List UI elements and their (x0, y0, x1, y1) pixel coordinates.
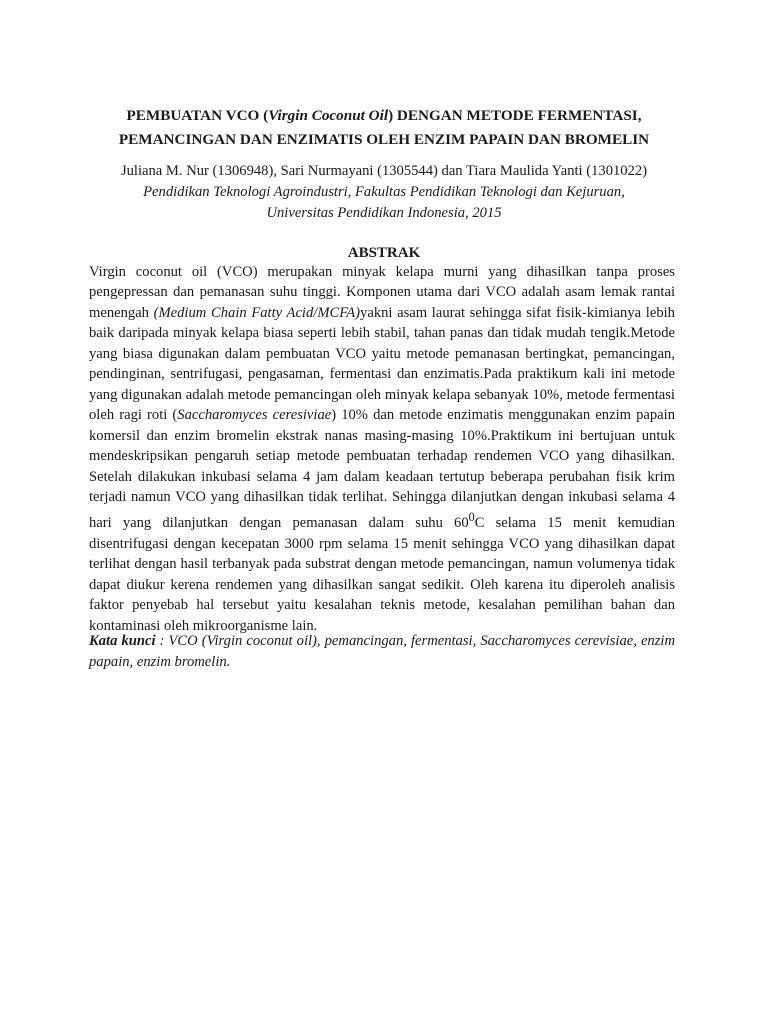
abstract-body (89, 262, 675, 636)
keywords (89, 631, 675, 672)
abstract-text-4: C selama 15 menit kemudian disentrifugasi dengan kecepatan 3000 rpm selama 15 menit sehingga VCO yang dihasilkan dapat terlihat dengan hasil terbanyak pada substrat dengan metode pemancingan, namun volumenya tidak dapat diukur kerena rendemen yang dihasilkan sangat sedikit. Oleh karena itu diperoleh analisis faktor penyebab hal tersebut yaitu kesalahan teknis metode, kesalahan pemilihan bahan dan kontaminasi oleh mikroorganisme lain. (89, 515, 675, 634)
keywords-text: : VCO (Virgin coconut oil), pemancingan, fermentasi, Saccharomyces cerevisiae, enzim papain, enzim bromelin. (89, 633, 675, 670)
degree-superscript: 0 (468, 510, 475, 525)
affiliation (0, 182, 768, 224)
affiliation-line-1: Pendidikan Teknologi Agroindustri, Fakultas Pendidikan Teknologi dan Kejuruan, (143, 184, 625, 200)
title-line-2: PEMANCINGAN DAN ENZIMATIS OLEH ENZIM PAPAIN DAN BROMELIN (118, 131, 650, 148)
keywords-label: Kata kunci (89, 633, 156, 649)
abstract-text-3: ) 10% dan metode enzimatis menggunakan enzim papain komersil dan enzim bromelin ekstrak nanas masing-masing 10%.Praktikum ini bertujuan untuk mendeskripsikan pengaruh setiap metode pembuatan terhadap rendemen VCO yang dihasilkan. Setelah dilakukan inkubasi selama 4 jam dalam keadaan tertutup beberapa perubahan fisik krim terjadi namun VCO yang dihasilkan tidak terlihat. Sehingga dilanjutkan dengan inkubasi selama 4 hari yang dilanjutkan dengan pemanasan dalam suhu 60 (89, 407, 675, 532)
abstract-italic-species: Saccharomyces ceresiviae (177, 407, 332, 424)
abstract-text-2: yakni asam laurat sehingga sifat fisik-kimianya lebih baik daripada minyak kelapa biasa seperti lebih stabil, tahan panas dan tidak mudah tengik.Metode yang biasa digunakan dalam pembuatan VCO yaitu metode pemanasan bertingkat, pemancingan, pendinginan, sentrifugasi, pengasaman, fermentasi dan enzimatis.Pada praktikum kali ini metode yang digunakan adalah metode pemancingan oleh minyak kelapa sebanyak 10%, metode fermentasi oleh ragi roti ( (89, 304, 675, 424)
title-prefix: PEMBUATAN VCO ( (126, 107, 269, 124)
title-line-1 (0, 104, 768, 128)
paper-title (0, 104, 768, 152)
author-list: Juliana M. Nur (1306948), Sari Nurmayani (1305544) dan Tiara Maulida Yanti (1301022) (120, 163, 648, 179)
abstract-text-1: Virgin coconut oil (VCO) merupakan minyak kelapa murni yang dihasilkan tanpa proses pengepressan dan pemanasan suhu tinggi. Komponen utama dari VCO adalah asam lemak rantai menengah (89, 264, 675, 321)
title-suffix: ) DENGAN METODE FERMENTASI, (388, 107, 642, 124)
abstract-italic-mcfa: (Medium Chain Fatty Acid/MCFA) (153, 304, 361, 321)
affiliation-line-2: Universitas Pendidikan Indonesia, 2015 (266, 205, 502, 221)
title-italic: Virgin Coconut Oil (268, 107, 389, 124)
abstract-heading: ABSTRAK (347, 245, 421, 261)
